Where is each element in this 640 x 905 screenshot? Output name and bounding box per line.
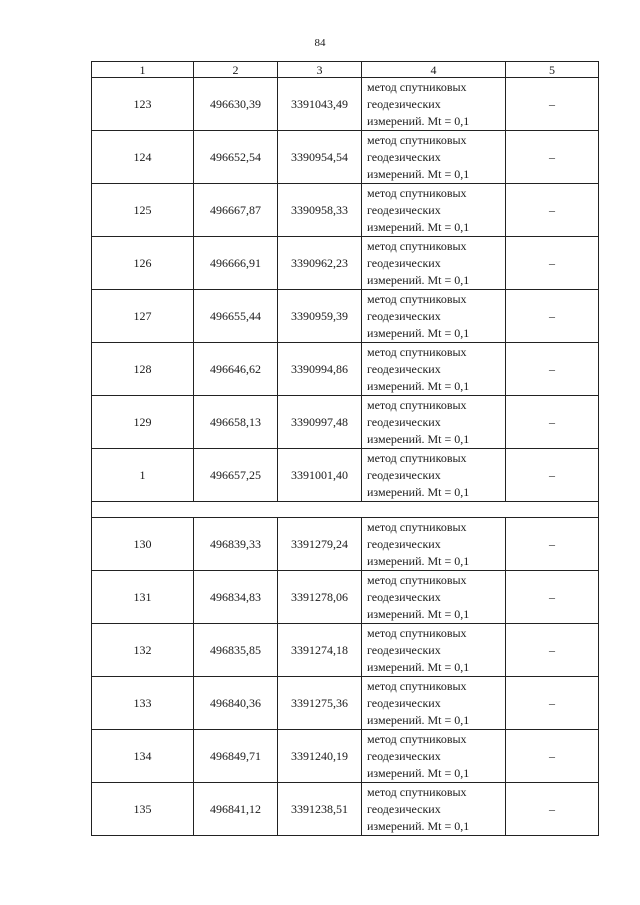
method-line: геодезических (367, 414, 441, 429)
point-number-cell: 127 (92, 290, 194, 343)
method-line: измерений. Mt = 0,1 (367, 659, 470, 674)
point-number-cell: 130 (92, 518, 194, 571)
method-cell (362, 78, 506, 131)
point-number-cell: 132 (92, 624, 194, 677)
method-line: измерений. Mt = 0,1 (367, 166, 470, 181)
method-line: измерений. Mt = 0,1 (367, 325, 470, 340)
method-line: геодезических (367, 96, 441, 111)
method-line: метод спутниковых (367, 519, 467, 534)
description-dash-cell: – (506, 78, 599, 131)
y-coordinate-cell: 3390958,33 (278, 184, 362, 237)
method-cell (362, 131, 506, 184)
description-dash-cell: – (506, 131, 599, 184)
description-dash-cell: – (506, 677, 599, 730)
x-coordinate-cell: 496841,12 (194, 783, 278, 836)
method-line: измерений. Mt = 0,1 (367, 378, 470, 393)
method-line: геодезических (367, 255, 441, 270)
table-row (92, 518, 599, 571)
method-cell (362, 730, 506, 783)
method-line: измерений. Mt = 0,1 (367, 818, 470, 833)
method-line: метод спутниковых (367, 450, 467, 465)
separator-row (92, 502, 599, 518)
method-line: измерений. Mt = 0,1 (367, 553, 470, 568)
table-row (92, 571, 599, 624)
description-dash-cell: – (506, 237, 599, 290)
method-cell (362, 290, 506, 343)
method-line: метод спутниковых (367, 784, 467, 799)
method-line: геодезических (367, 642, 441, 657)
y-coordinate-cell: 3391274,18 (278, 624, 362, 677)
method-line: геодезических (367, 149, 441, 164)
point-number-cell: 1 (92, 449, 194, 502)
point-number-cell: 124 (92, 131, 194, 184)
coordinates-table (91, 61, 599, 836)
method-line: геодезических (367, 308, 441, 323)
point-number-cell: 126 (92, 237, 194, 290)
description-dash-cell: – (506, 783, 599, 836)
y-coordinate-cell: 3391240,19 (278, 730, 362, 783)
x-coordinate-cell: 496646,62 (194, 343, 278, 396)
description-dash-cell: – (506, 343, 599, 396)
method-line: геодезических (367, 467, 441, 482)
method-line: метод спутниковых (367, 397, 467, 412)
description-dash-cell: – (506, 184, 599, 237)
table-row (92, 237, 599, 290)
header-col-5: 5 (506, 62, 599, 78)
point-number-cell: 125 (92, 184, 194, 237)
x-coordinate-cell: 496835,85 (194, 624, 278, 677)
x-coordinate-cell: 496849,71 (194, 730, 278, 783)
method-line: метод спутниковых (367, 731, 467, 746)
method-cell (362, 677, 506, 730)
point-number-cell: 131 (92, 571, 194, 624)
x-coordinate-cell: 496834,83 (194, 571, 278, 624)
description-dash-cell: – (506, 571, 599, 624)
method-cell (362, 184, 506, 237)
method-line: геодезических (367, 748, 441, 763)
method-line: метод спутниковых (367, 238, 467, 253)
y-coordinate-cell: 3391238,51 (278, 783, 362, 836)
y-coordinate-cell: 3390994,86 (278, 343, 362, 396)
y-coordinate-cell: 3391279,24 (278, 518, 362, 571)
table-body (92, 78, 599, 836)
header-row (92, 62, 599, 78)
x-coordinate-cell: 496666,91 (194, 237, 278, 290)
header-col-2: 2 (194, 62, 278, 78)
point-number-cell: 133 (92, 677, 194, 730)
description-dash-cell: – (506, 624, 599, 677)
method-line: геодезических (367, 589, 441, 604)
method-line: геодезических (367, 695, 441, 710)
method-cell (362, 449, 506, 502)
method-line: метод спутниковых (367, 79, 467, 94)
method-line: метод спутниковых (367, 625, 467, 640)
table-row (92, 624, 599, 677)
y-coordinate-cell: 3390959,39 (278, 290, 362, 343)
y-coordinate-cell: 3391043,49 (278, 78, 362, 131)
method-line: измерений. Mt = 0,1 (367, 484, 470, 499)
x-coordinate-cell: 496630,39 (194, 78, 278, 131)
description-dash-cell: – (506, 396, 599, 449)
description-dash-cell: – (506, 518, 599, 571)
method-line: метод спутниковых (367, 678, 467, 693)
table-row (92, 343, 599, 396)
method-line: геодезических (367, 801, 441, 816)
method-line: измерений. Mt = 0,1 (367, 765, 470, 780)
header-col-1: 1 (92, 62, 194, 78)
table-row (92, 449, 599, 502)
method-line: измерений. Mt = 0,1 (367, 113, 470, 128)
table-row (92, 783, 599, 836)
table-row (92, 730, 599, 783)
y-coordinate-cell: 3391278,06 (278, 571, 362, 624)
point-number-cell: 123 (92, 78, 194, 131)
header-col-3: 3 (278, 62, 362, 78)
description-dash-cell: – (506, 730, 599, 783)
table-row (92, 184, 599, 237)
point-number-cell: 129 (92, 396, 194, 449)
method-line: измерений. Mt = 0,1 (367, 431, 470, 446)
x-coordinate-cell: 496667,87 (194, 184, 278, 237)
point-number-cell: 128 (92, 343, 194, 396)
method-cell (362, 518, 506, 571)
method-line: геодезических (367, 536, 441, 551)
method-line: метод спутниковых (367, 185, 467, 200)
point-number-cell: 135 (92, 783, 194, 836)
method-line: метод спутниковых (367, 344, 467, 359)
table-row (92, 290, 599, 343)
method-line: измерений. Mt = 0,1 (367, 219, 470, 234)
y-coordinate-cell: 3390997,48 (278, 396, 362, 449)
table-row (92, 396, 599, 449)
x-coordinate-cell: 496839,33 (194, 518, 278, 571)
method-cell (362, 571, 506, 624)
method-line: метод спутниковых (367, 572, 467, 587)
y-coordinate-cell: 3390954,54 (278, 131, 362, 184)
table-row (92, 131, 599, 184)
y-coordinate-cell: 3390962,23 (278, 237, 362, 290)
description-dash-cell: – (506, 449, 599, 502)
point-number-cell: 134 (92, 730, 194, 783)
method-line: геодезических (367, 202, 441, 217)
header-col-4: 4 (362, 62, 506, 78)
x-coordinate-cell: 496657,25 (194, 449, 278, 502)
method-line: измерений. Mt = 0,1 (367, 606, 470, 621)
method-line: метод спутниковых (367, 291, 467, 306)
page-number: 84 (314, 37, 326, 49)
method-cell (362, 783, 506, 836)
description-dash-cell: – (506, 290, 599, 343)
method-line: измерений. Mt = 0,1 (367, 712, 470, 727)
separator-cell (92, 502, 599, 518)
method-line: геодезических (367, 361, 441, 376)
method-line: метод спутниковых (367, 132, 467, 147)
y-coordinate-cell: 3391001,40 (278, 449, 362, 502)
method-cell (362, 624, 506, 677)
method-cell (362, 396, 506, 449)
x-coordinate-cell: 496655,44 (194, 290, 278, 343)
method-cell (362, 237, 506, 290)
x-coordinate-cell: 496840,36 (194, 677, 278, 730)
x-coordinate-cell: 496652,54 (194, 131, 278, 184)
method-line: измерений. Mt = 0,1 (367, 272, 470, 287)
x-coordinate-cell: 496658,13 (194, 396, 278, 449)
method-cell (362, 343, 506, 396)
table-row (92, 677, 599, 730)
y-coordinate-cell: 3391275,36 (278, 677, 362, 730)
table-row (92, 78, 599, 131)
